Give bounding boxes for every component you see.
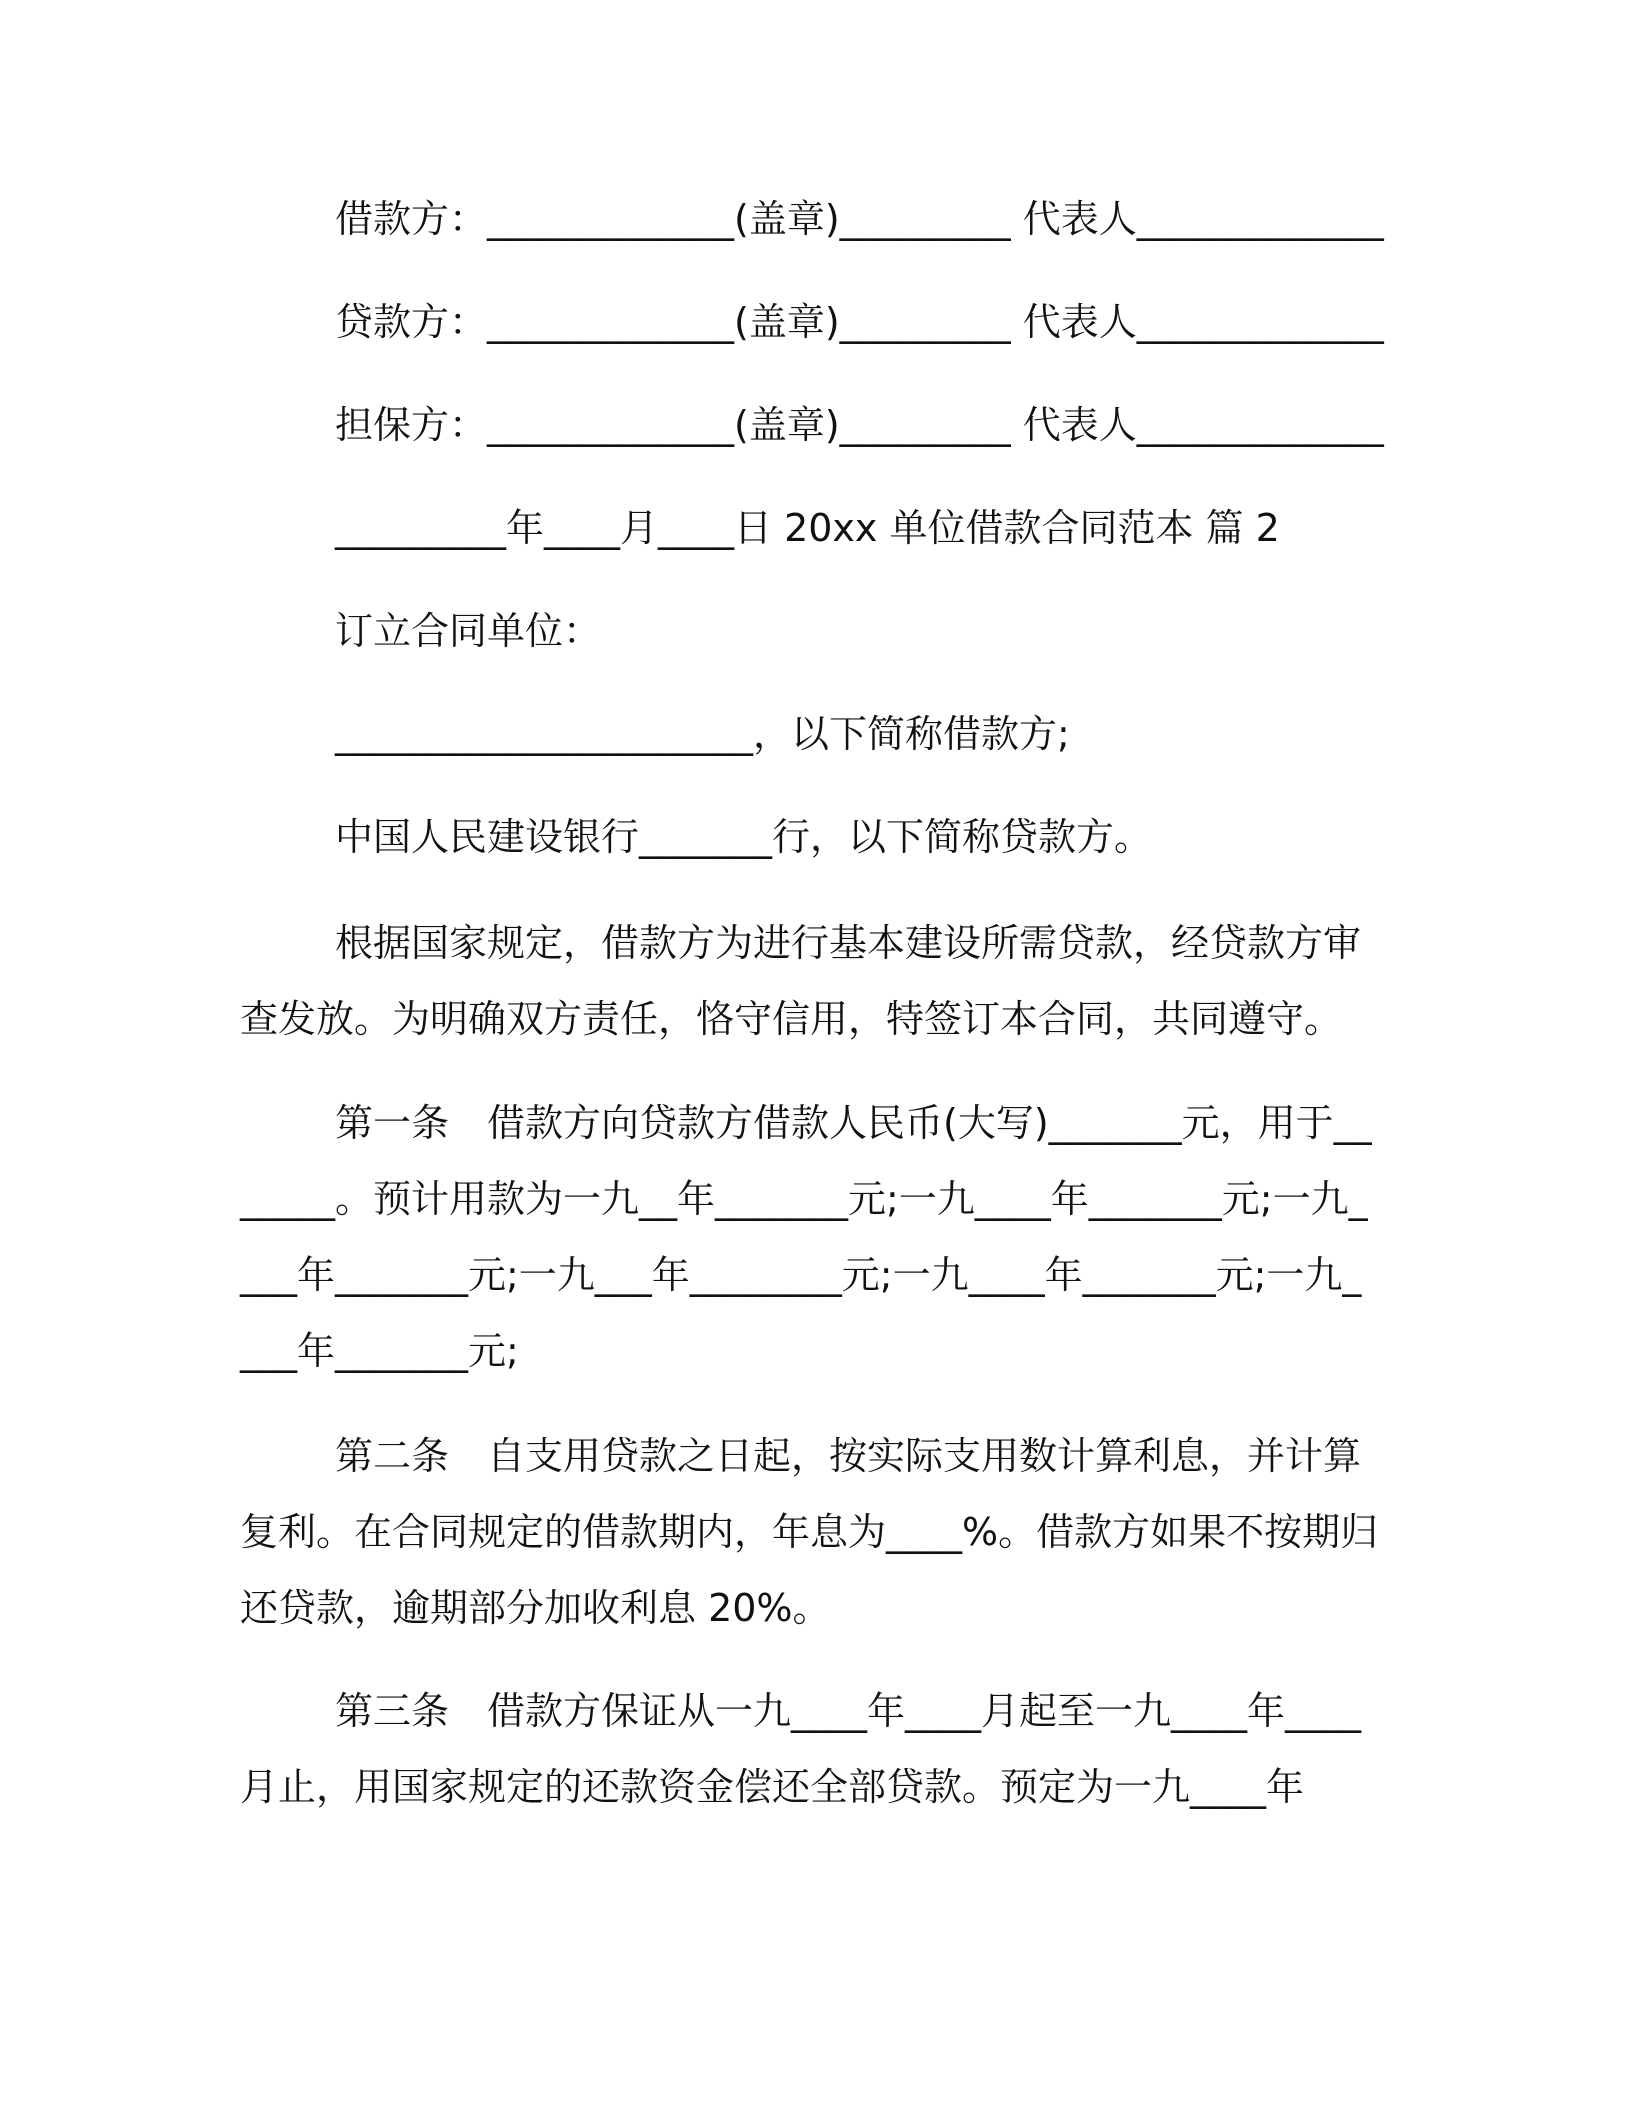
borrower-signature-line: 借款方：_____________(盖章)_________ 代表人_____________	[335, 197, 1384, 241]
article-2-paragraph	[240, 1418, 1380, 1646]
article-1-paragraph	[240, 1085, 1380, 1389]
article-3-text: 第三条 借款方保证从一九____年____月起至一九____年____月止，用国家规定的还款资金偿还全部贷款。预定为一九____年	[240, 1689, 1362, 1809]
guarantor-signature-line: 担保方：_____________(盖章)_________ 代表人_____________	[335, 403, 1384, 447]
article-2-text: 第二条 自支用贷款之日起，按实际支用数计算利息，并计算复利。在合同规定的借款期内，年息为____%。借款方如果不按期归还贷款，逾期部分加收利息 20%。	[240, 1434, 1379, 1630]
article-1-text: 第一条 借款方向贷款方借款人民币(大写)_______元，用于_______。预计用款为一九__年_______元;一九____年_______元;一九____年_______元;一九___年________元;一九____年_______元;一九____年_______元;	[240, 1101, 1372, 1373]
contract-parties-heading: 订立合同单位：	[335, 609, 602, 653]
article-3-paragraph	[240, 1673, 1380, 1825]
date-title-line: _________年____月____日 20xx 单位借款合同范本 篇 2	[335, 506, 1280, 550]
lender-short-line: 中国人民建设银行_______行，以下简称贷款方。	[335, 815, 1153, 859]
borrower-short-line: ______________________，以下简称借款方;	[335, 712, 1070, 756]
intro-paragraph	[240, 905, 1380, 1057]
intro-text: 根据国家规定，借款方为进行基本建设所需贷款，经贷款方审查发放。为明确双方责任，恪守信用，特签订本合同，共同遵守。	[240, 921, 1362, 1041]
lender-signature-line: 贷款方：_____________(盖章)_________ 代表人_____________	[335, 300, 1384, 344]
